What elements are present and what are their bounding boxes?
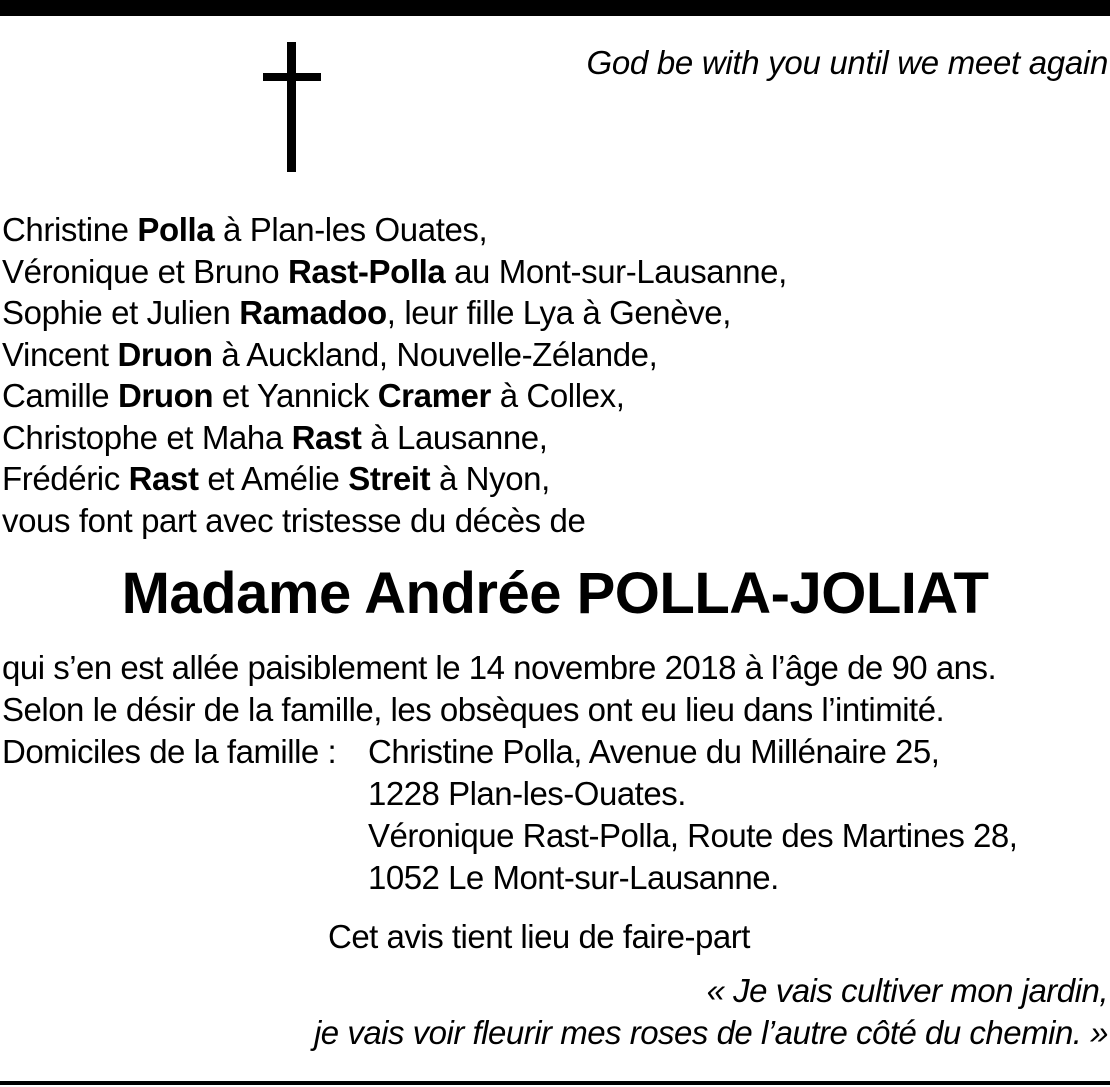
family-line: vous font part avec tristesse du décès de	[2, 501, 586, 539]
cross-icon	[263, 42, 321, 172]
address-line: 1228 Plan-les-Ouates.	[368, 775, 686, 812]
family-surname: Ramadoo	[239, 294, 387, 331]
family-surname: Rast-Polla	[287, 252, 446, 290]
family-surname: Druon	[118, 377, 214, 414]
death-details	[2, 647, 996, 731]
body-line: qui s’en est allée paisiblement le 14 novembre 2018 à l’âge de 90 ans.	[2, 649, 997, 686]
family-surname: Streit	[348, 460, 431, 497]
closing-quote	[314, 970, 1108, 1054]
bottom-border-rule	[0, 1081, 1110, 1085]
deceased-name: Madame Andrée POLLA-JOLIAT	[121, 561, 989, 626]
family-surname: Polla	[137, 211, 215, 248]
family-line: Christine Polla à Plan-les Ouates,	[2, 211, 488, 248]
family-line: Véronique et Bruno Rast-Polla au Mont-sur-Lausanne,	[2, 252, 787, 290]
family-surname: Druon	[117, 335, 213, 373]
family-announcement	[2, 209, 787, 541]
quote-line: « Je vais cultiver mon jardin,	[706, 972, 1108, 1009]
top-border-rule	[0, 0, 1110, 16]
family-line: Camille Druon et Yannick Cramer à Collex,	[2, 377, 625, 414]
quote-line: je vais voir fleurir mes roses de l’autre côté du chemin. »	[313, 1014, 1108, 1051]
address-label: Domiciles de la famille :	[2, 733, 337, 770]
family-addresses	[368, 731, 1017, 899]
family-line: Sophie et Julien Ramadoo, leur fille Lya à Genève,	[2, 294, 732, 331]
address-line: Véronique Rast-Polla, Route des Martines 28,	[368, 817, 1018, 854]
family-surname: Rast	[128, 460, 199, 497]
family-line: Frédéric Rast et Amélie Streit à Nyon,	[2, 460, 550, 497]
address-line: 1052 Le Mont-sur-Lausanne.	[368, 859, 779, 896]
notice-text: Cet avis tient lieu de faire-part	[328, 918, 750, 955]
family-line: Vincent Druon à Auckland, Nouvelle-Zélande,	[2, 335, 658, 373]
body-line: Selon le désir de la famille, les obsèques ont eu lieu dans l’intimité.	[2, 691, 945, 728]
family-line: Christophe et Maha Rast à Lausanne,	[2, 418, 548, 456]
family-surname: Cramer	[377, 377, 491, 414]
motto-text: God be with you until we meet again	[586, 44, 1108, 81]
family-surname: Rast	[291, 418, 362, 456]
address-line: Christine Polla, Avenue du Millénaire 25,	[368, 733, 940, 770]
